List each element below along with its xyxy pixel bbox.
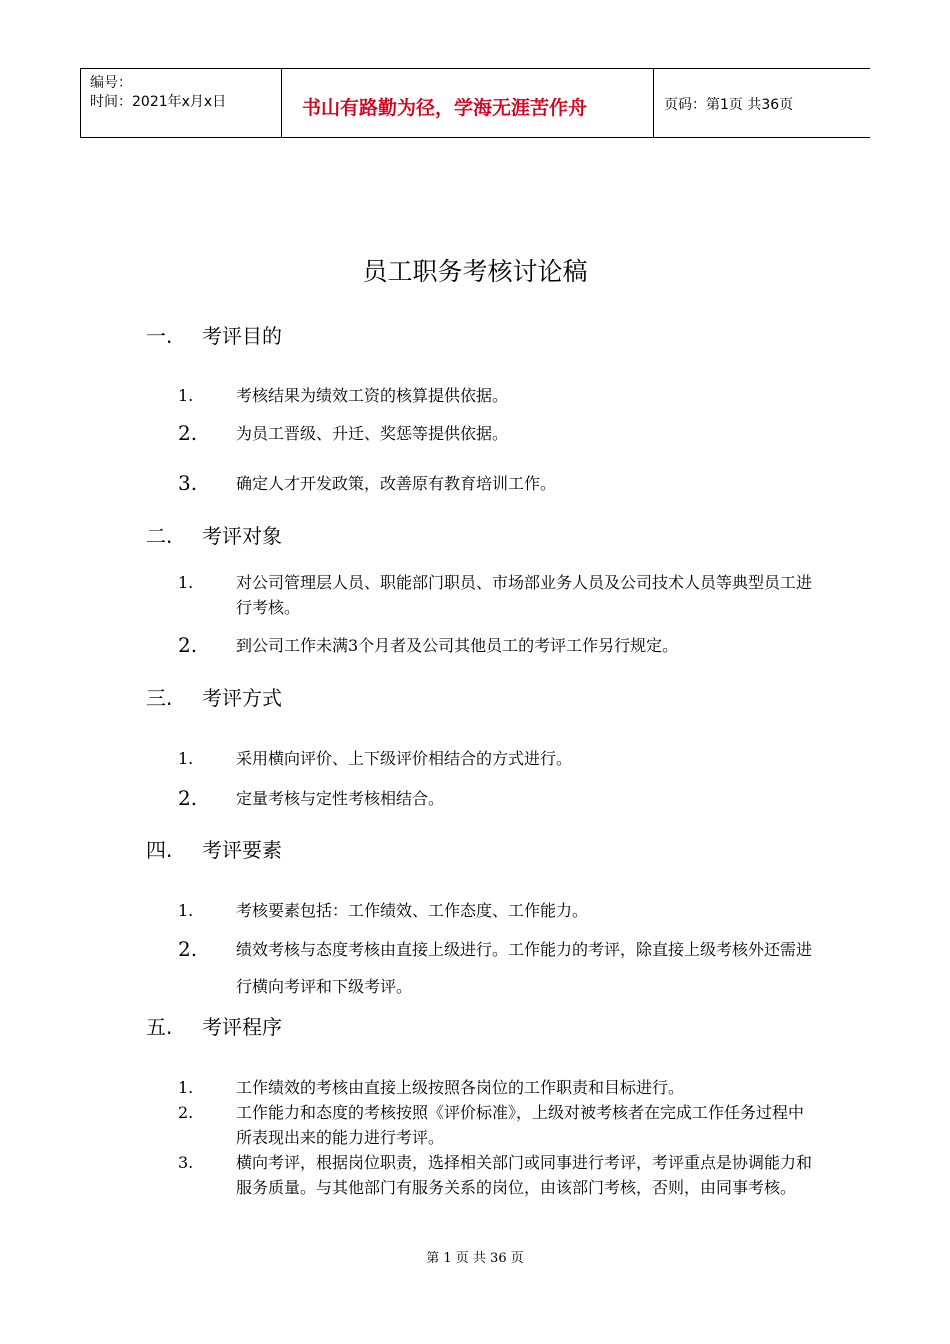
item-text: 为员工晋级、升迁、奖惩等提供依据。	[236, 424, 509, 443]
item-number: 2.	[178, 1103, 194, 1122]
document-title: 员工职务考核讨论稿	[362, 257, 588, 286]
item-number: 1.	[178, 901, 194, 920]
section-title: 考评方式	[202, 686, 282, 710]
item-number: 2.	[178, 786, 198, 810]
page-header	[80, 68, 870, 138]
section-title: 考评目的	[202, 324, 282, 348]
section-heading-3	[146, 682, 282, 711]
header-page-cell	[654, 69, 870, 137]
item-number: 1.	[178, 1078, 194, 1097]
section-number: 三.	[146, 686, 173, 710]
item-text: 定量考核与定性考核相结合。	[236, 789, 445, 808]
item-number: 1.	[178, 573, 194, 592]
item-text: 对公司管理层人员、职能部门职员、市场部业务人员及公司技术人员等典型员工进行考核。	[236, 573, 813, 617]
item-number: 1.	[178, 386, 194, 405]
time-label: 时间：2021年x月x日	[90, 94, 227, 110]
section-title: 考评对象	[202, 524, 282, 548]
section-title: 考评要素	[202, 838, 282, 862]
section-heading-1	[146, 320, 282, 349]
header-motto-cell	[282, 69, 654, 137]
item-number: 2.	[178, 421, 198, 445]
item-text: 到公司工作未满3个月者及公司其他员工的考评工作另行规定。	[236, 636, 679, 655]
item-text: 采用横向评价、上下级评价相结合的方式进行。	[236, 749, 573, 768]
item-text: 工作能力和态度的考核按照《评价标准》，上级对被考核者在完成工作任务过程中所表现出来的能力进行考评。	[236, 1103, 805, 1147]
section-number: 四.	[146, 838, 173, 862]
item-text: 考核要素包括：工作绩效、工作态度、工作能力。	[236, 901, 589, 920]
item-number: 1.	[178, 749, 194, 768]
item-number: 2.	[178, 937, 198, 961]
item-text: 横向考评，根据岗位职责，选择相关部门或同事进行考评，考评重点是协调能力和服务质量。与其他部门有服务关系的岗位，由该部门考核，否则，由同事考核。	[236, 1153, 813, 1197]
page-footer: 第 1 页 共 36 页	[426, 1251, 524, 1266]
section-number: 一.	[146, 324, 173, 348]
item-text: 工作绩效的考核由直接上级按照各岗位的工作职责和目标进行。	[236, 1078, 685, 1097]
item-number: 2.	[178, 633, 198, 657]
header-info-cell	[80, 69, 282, 137]
number-label: 编号：	[90, 75, 132, 91]
item-text: 确定人才开发政策，改善原有教育培训工作。	[236, 474, 557, 493]
item-text: 绩效考核与态度考核由直接上级进行。工作能力的考评，除直接上级考核外还需进行横向考评和下级考评。	[236, 940, 813, 996]
item-text: 考核结果为绩效工资的核算提供依据。	[236, 386, 509, 405]
section-number: 五.	[146, 1015, 173, 1039]
item-number: 3.	[178, 471, 198, 495]
section-heading-4	[146, 834, 282, 863]
section-number: 二.	[146, 524, 173, 548]
motto: 书山有路勤为径，学海无涯苦作舟	[302, 97, 588, 119]
section-heading-2	[146, 520, 282, 549]
item-number: 3.	[178, 1153, 194, 1172]
section-title: 考评程序	[202, 1015, 282, 1039]
page-info: 页码：第1页 共36页	[664, 97, 794, 113]
section-heading-5	[146, 1011, 282, 1040]
